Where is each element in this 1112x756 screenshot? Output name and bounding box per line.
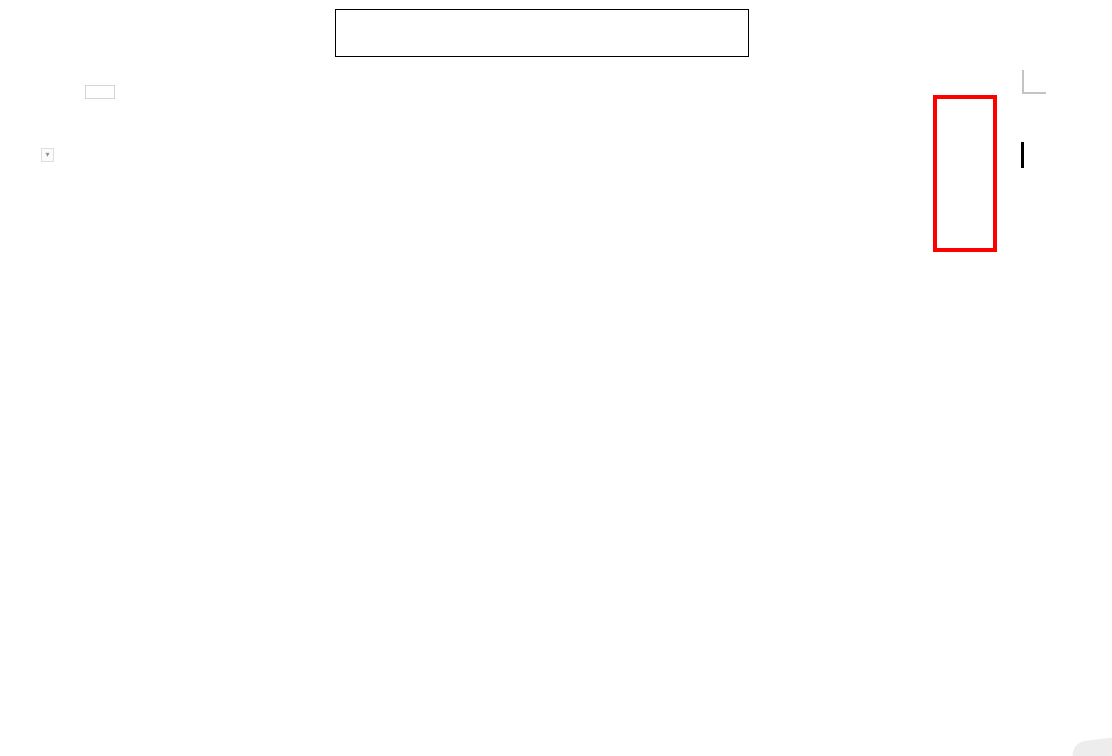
text-cursor [1021,142,1024,168]
highlight-frame [933,95,997,252]
textbox-corner-mark-right [1022,70,1046,94]
autocorrect-dropdown-icon[interactable]: ▾ [41,148,54,162]
textbox-corner-mark-left [85,85,115,99]
diagram-title-box[interactable] [335,9,749,57]
